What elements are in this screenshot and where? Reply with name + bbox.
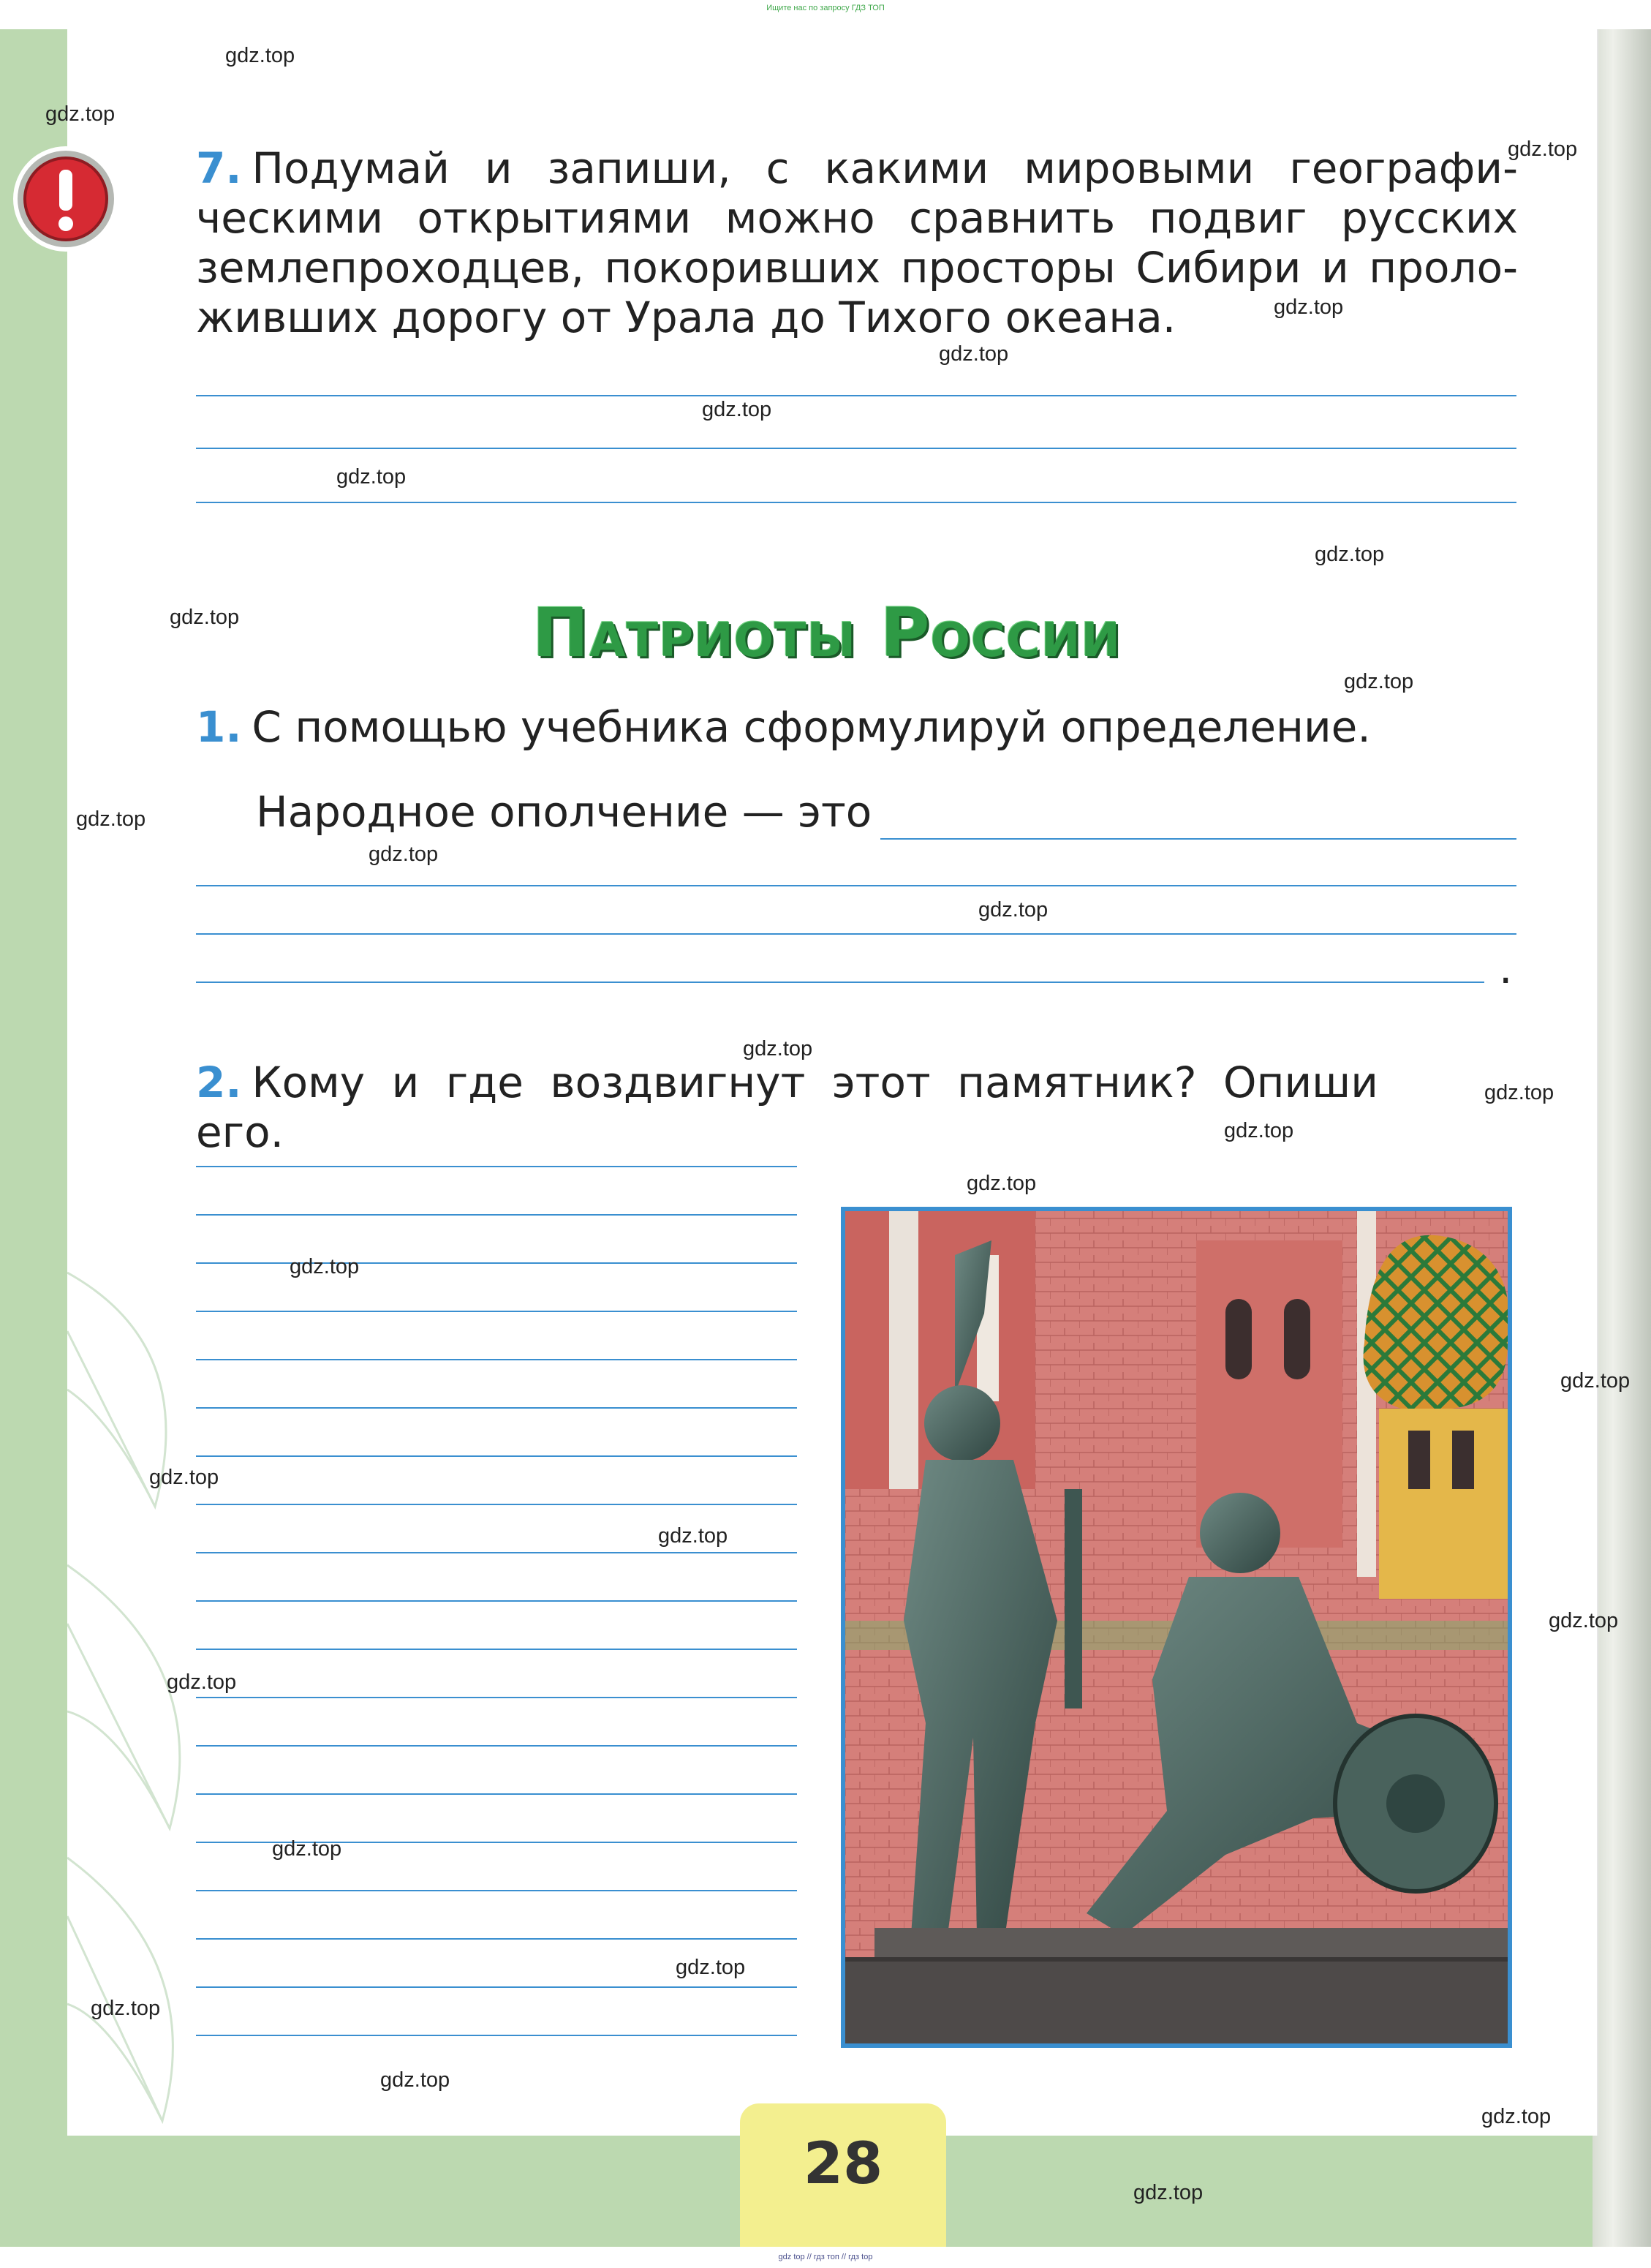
- page-edge: [1593, 29, 1651, 2247]
- page-number: 28: [803, 2131, 883, 2197]
- page-number-tab: [740, 2103, 946, 2247]
- watermark: gdz.top: [91, 1997, 161, 2020]
- monument-minin-pozharsky-photo-icon: [845, 1211, 1508, 2043]
- task-7-answer-line-3[interactable]: [196, 502, 1516, 503]
- watermark: gdz.top: [967, 1172, 1037, 1195]
- watermark: gdz.top: [149, 1466, 219, 1489]
- watermark: gdz.top: [1224, 1119, 1294, 1142]
- task-2-answer-line-8[interactable]: [196, 1504, 797, 1505]
- watermark: gdz.top: [336, 465, 407, 489]
- watermark: gdz.top: [658, 1524, 728, 1548]
- task-1-number: 1.: [196, 702, 242, 752]
- task-2-answer-line-19[interactable]: [196, 2035, 797, 2036]
- task-2-answer-line-2[interactable]: [196, 1214, 797, 1216]
- definition-answer-line-3[interactable]: [196, 933, 1516, 935]
- watermark: gdz.top: [1481, 2105, 1552, 2128]
- bottom-banner: gdz top // гдз топ // гдз top: [778, 2253, 873, 2261]
- definition-answer-line-1[interactable]: [880, 838, 1516, 840]
- watermark: gdz.top: [1560, 1369, 1631, 1393]
- task-7-line-2: ческими открытиями можно сравнить подвиг русских: [196, 193, 1518, 243]
- task-7-answer-line-1[interactable]: [196, 395, 1516, 396]
- watermark: gdz.top: [45, 102, 116, 126]
- task-1-prompt: С помощью учебника сформулируй определение.: [252, 702, 1371, 752]
- task-2-answer-line-4[interactable]: [196, 1311, 797, 1312]
- task-2-answer-line-16[interactable]: [196, 1890, 797, 1891]
- task-2-answer-line-13[interactable]: [196, 1745, 797, 1747]
- top-banner: Ищите нас по запросу ГДЗ ТОП: [766, 4, 885, 12]
- task-7-answer-line-2[interactable]: [196, 448, 1516, 449]
- task-2-answer-line-10[interactable]: [196, 1600, 797, 1602]
- task-2-answer-line-12[interactable]: [196, 1697, 797, 1698]
- watermark: gdz.top: [170, 606, 240, 629]
- task-2-answer-line-9[interactable]: [196, 1552, 797, 1553]
- task-2-answer-line-5[interactable]: [196, 1359, 797, 1360]
- task-2-answer-line-14[interactable]: [196, 1793, 797, 1795]
- watermark: gdz.top: [1274, 295, 1344, 319]
- watermark: gdz.top: [1508, 137, 1578, 161]
- monument-photo: [841, 1207, 1512, 2048]
- watermark: gdz.top: [272, 1837, 342, 1861]
- watermark: gdz.top: [1315, 543, 1385, 566]
- task-7-number: 7.: [196, 143, 242, 193]
- watermark: gdz.top: [1549, 1609, 1619, 1632]
- definition-answer-line-4[interactable]: [196, 982, 1484, 983]
- task-2-prompt: Кому и где воздвигнут этот памятник? Опиши его.: [196, 1058, 1378, 1157]
- watermark: gdz.top: [1133, 2181, 1204, 2204]
- definition-answer-line-2[interactable]: [196, 885, 1516, 886]
- watermark: gdz.top: [743, 1037, 813, 1060]
- task-1-text: [196, 702, 1371, 752]
- task-7-line-4: живших дорогу от Урала до Тихого океана.: [196, 293, 1176, 342]
- watermark: gdz.top: [369, 843, 439, 866]
- task-2-answer-line-11[interactable]: [196, 1649, 797, 1650]
- watermark: gdz.top: [290, 1255, 360, 1278]
- task-2-answer-line-1[interactable]: [196, 1166, 797, 1167]
- watermark: gdz.top: [978, 898, 1049, 922]
- task-7-line-3: землепроходцев, покоривших просторы Сибири и проло-: [196, 243, 1518, 293]
- definition-period: .: [1499, 943, 1513, 993]
- definition-label: Народное ополчение — это: [256, 787, 872, 837]
- watermark: gdz.top: [939, 342, 1009, 366]
- watermark: gdz.top: [225, 44, 295, 67]
- task-2-answer-line-18[interactable]: [196, 1986, 797, 1988]
- watermark: gdz.top: [380, 2068, 450, 2092]
- watermark: gdz.top: [676, 1956, 746, 1979]
- watermark: gdz.top: [76, 807, 146, 831]
- task-2-number: 2.: [196, 1058, 242, 1107]
- watermark: gdz.top: [1484, 1081, 1554, 1104]
- watermark: gdz.top: [1344, 670, 1414, 693]
- section-title: Патриоты России: [532, 594, 1121, 672]
- task-7-line-1: Подумай и запиши, с какими мировыми географи-: [252, 143, 1518, 193]
- watermark: gdz.top: [702, 398, 772, 421]
- watermark: gdz.top: [167, 1670, 237, 1694]
- task-2-answer-line-3[interactable]: [196, 1262, 797, 1264]
- task-2-answer-line-6[interactable]: [196, 1407, 797, 1409]
- task-2-answer-line-17[interactable]: [196, 1938, 797, 1940]
- task-2-answer-line-7[interactable]: [196, 1455, 797, 1457]
- exclamation-icon: [12, 145, 120, 253]
